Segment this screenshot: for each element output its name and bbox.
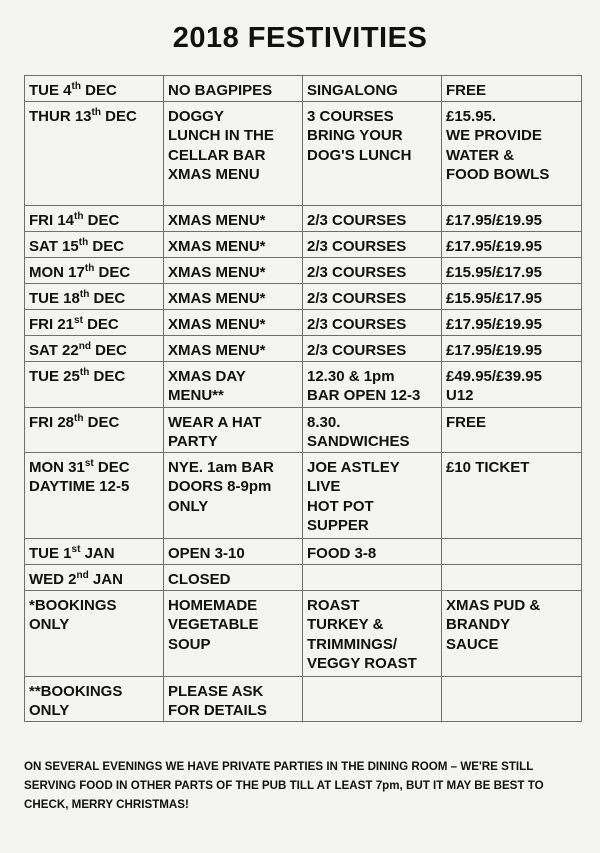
cell-event [164, 564, 303, 590]
cell-price [442, 361, 582, 407]
cell-text: 2/3 COURSES [307, 341, 407, 359]
cell-text: £17.95/£19.95 [446, 315, 542, 333]
cell-details [303, 283, 442, 309]
cell-text-suffix: JAN [80, 544, 115, 562]
footer-note: ON SEVERAL EVENINGS WE HAVE PRIVATE PARTIES IN THE DINING ROOM – WE'RE STILL SERVING FOOD IN OTHER PARTS OF THE PUB TILL AT LEAST 7pm, BUT IT MAY BE BEST TO CHECK, MERRY CHRISTMAS! [24, 760, 544, 811]
ordinal-suffix: th [79, 288, 90, 300]
ordinal-suffix: th [84, 262, 95, 274]
cell-details [303, 309, 442, 335]
cell-text: XMAS MENU* [168, 237, 266, 255]
cell-event [164, 283, 303, 309]
cell-date [25, 231, 164, 257]
cell-details [303, 335, 442, 361]
cell-date [25, 407, 164, 452]
table-row [25, 538, 582, 564]
ordinal-suffix: th [78, 236, 89, 248]
cell-date [25, 76, 164, 102]
cell-text: FRI 21 [29, 315, 75, 333]
table-row [25, 76, 582, 102]
table-row [25, 676, 582, 721]
cell-text: 3 COURSES BRING YOUR DOG'S LUNCH [307, 107, 412, 164]
cell-text-suffix: DEC [94, 263, 131, 281]
cell-text: **BOOKINGS ONLY [29, 682, 123, 719]
cell-date [25, 283, 164, 309]
cell-text: OPEN 3-10 [168, 544, 245, 562]
cell-details [303, 590, 442, 676]
cell-price [442, 205, 582, 231]
cell-price [442, 538, 582, 564]
ordinal-suffix: st [71, 543, 81, 555]
cell-text: MON 31 [29, 458, 85, 476]
cell-text: JOE ASTLEY LIVE HOT POT SUPPER [307, 458, 400, 534]
cell-text: TUE 1 [29, 544, 72, 562]
cell-text: HOMEMADE VEGETABLE SOUP [168, 596, 259, 653]
cell-text: THUR 13 [29, 107, 92, 125]
table-row [25, 361, 582, 407]
cell-details [303, 676, 442, 721]
cell-text: 2/3 COURSES [307, 211, 407, 229]
cell-date [25, 538, 164, 564]
cell-text: CLOSED [168, 570, 231, 588]
cell-text: XMAS MENU* [168, 263, 266, 281]
cell-price [442, 283, 582, 309]
cell-price [442, 407, 582, 452]
cell-text: TUE 18 [29, 289, 80, 307]
cell-event [164, 407, 303, 452]
cell-details [303, 407, 442, 452]
cell-price [442, 452, 582, 538]
ordinal-suffix: st [84, 457, 94, 469]
cell-price [442, 101, 582, 205]
cell-text-suffix: DEC [83, 211, 120, 229]
cell-details [303, 205, 442, 231]
cell-details [303, 257, 442, 283]
cell-date [25, 205, 164, 231]
ordinal-suffix: th [74, 412, 84, 424]
cell-date [25, 335, 164, 361]
cell-text: MON 17 [29, 263, 85, 281]
table-row [25, 231, 582, 257]
cell-text: £15.95/£17.95 [446, 289, 542, 307]
cell-details [303, 76, 442, 102]
ordinal-suffix: th [74, 210, 84, 222]
cell-price [442, 676, 582, 721]
cell-text-suffix: DEC [80, 82, 117, 99]
table-row [25, 309, 582, 335]
cell-event [164, 590, 303, 676]
cell-details [303, 452, 442, 538]
ordinal-suffix: th [91, 106, 101, 118]
cell-event [164, 309, 303, 335]
cell-text: £10 TICKET [446, 458, 530, 476]
cell-text: £17.95/£19.95 [446, 211, 542, 229]
cell-date [25, 257, 164, 283]
cell-text: £17.95/£19.95 [446, 237, 542, 255]
cell-details [303, 564, 442, 590]
cell-text: FOOD 3-8 [307, 544, 377, 562]
cell-price [442, 335, 582, 361]
cell-text: XMAS DAY MENU** [168, 367, 246, 404]
cell-text: DOGGY LUNCH IN THE CELLAR BAR XMAS MENU [168, 107, 274, 183]
table-row [25, 407, 582, 452]
cell-text-suffix: DEC [89, 289, 126, 307]
cell-text: XMAS MENU* [168, 289, 266, 307]
cell-text-suffix: DEC DAYTIME 12-5 [29, 458, 130, 495]
cell-text: 2/3 COURSES [307, 315, 407, 333]
ordinal-suffix: th [71, 81, 81, 92]
table-row [25, 283, 582, 309]
cell-text: NYE. 1am BAR DOORS 8-9pm ONLY [168, 458, 274, 515]
ordinal-suffix: nd [78, 340, 91, 352]
cell-event [164, 257, 303, 283]
cell-event [164, 101, 303, 205]
table-row [25, 257, 582, 283]
ordinal-suffix: st [74, 314, 83, 326]
cell-text: TUE 4 [29, 82, 72, 99]
ordinal-suffix: nd [76, 569, 89, 581]
cell-text: SINGALONG [307, 82, 398, 99]
cell-text-suffix: DEC [90, 341, 127, 359]
cell-event [164, 538, 303, 564]
cell-details [303, 101, 442, 205]
cell-price [442, 231, 582, 257]
cell-text: 2/3 COURSES [307, 237, 407, 255]
cell-text-suffix: DEC [82, 315, 119, 333]
events-table-body [25, 76, 582, 722]
cell-price [442, 590, 582, 676]
cell-details [303, 231, 442, 257]
table-row [25, 335, 582, 361]
cell-text: XMAS MENU* [168, 315, 266, 333]
cell-text-suffix: DEC [83, 413, 120, 431]
table-row [25, 590, 582, 676]
cell-text-suffix: DEC [88, 237, 125, 255]
cell-event [164, 335, 303, 361]
cell-text: PLEASE ASK FOR DETAILS [168, 682, 267, 719]
cell-date [25, 452, 164, 538]
cell-text: WED 2 [29, 570, 77, 588]
cell-event [164, 676, 303, 721]
cell-date [25, 101, 164, 205]
cell-date [25, 309, 164, 335]
table-row [25, 205, 582, 231]
cell-event [164, 76, 303, 102]
cell-price [442, 564, 582, 590]
cell-text-suffix: DEC [100, 107, 137, 125]
cell-text: SAT 22 [29, 341, 79, 359]
cell-text: £17.95/£19.95 [446, 341, 542, 359]
cell-text: £15.95/£17.95 [446, 263, 542, 281]
cell-text-suffix: DEC [89, 367, 126, 385]
table-row [25, 101, 582, 205]
cell-text: *BOOKINGS ONLY [29, 596, 117, 633]
ordinal-suffix: th [79, 366, 90, 378]
cell-date [25, 361, 164, 407]
cell-text: 2/3 COURSES [307, 289, 407, 307]
cell-date [25, 676, 164, 721]
cell-date [25, 590, 164, 676]
cell-text: FREE [446, 82, 487, 99]
cell-date [25, 564, 164, 590]
cell-text: 12.30 & 1pm BAR OPEN 12-3 [307, 367, 421, 404]
cell-text: SAT 15 [29, 237, 79, 255]
cell-text-suffix: JAN [88, 570, 123, 588]
table-row [25, 452, 582, 538]
cell-text: £15.95. WE PROVIDE WATER & FOOD BOWLS [446, 107, 550, 183]
cell-text: XMAS PUD & BRANDY SAUCE [446, 596, 541, 653]
cell-text: 8.30. SANDWICHES [307, 413, 410, 450]
cell-event [164, 452, 303, 538]
cell-text: NO BAGPIPES [168, 82, 273, 99]
cell-event [164, 231, 303, 257]
cell-price [442, 309, 582, 335]
cell-text: TUE 25 [29, 367, 80, 385]
page-title: 2018 FESTIVITIES [172, 22, 428, 54]
cell-text: FREE [446, 413, 487, 431]
cell-text: WEAR A HAT PARTY [168, 413, 262, 450]
cell-details [303, 538, 442, 564]
events-table [24, 75, 582, 722]
cell-text: XMAS MENU* [168, 341, 266, 359]
cell-text: XMAS MENU* [168, 211, 266, 229]
cell-text: ROAST TURKEY & TRIMMINGS/ VEGGY ROAST [307, 596, 417, 672]
cell-details [303, 361, 442, 407]
cell-text: £49.95/£39.95 U12 [446, 367, 542, 404]
cell-event [164, 205, 303, 231]
cell-event [164, 361, 303, 407]
cell-price [442, 257, 582, 283]
cell-price [442, 76, 582, 102]
table-row [25, 564, 582, 590]
cell-text: 2/3 COURSES [307, 263, 407, 281]
cell-text: FRI 14 [29, 211, 75, 229]
cell-text: FRI 28 [29, 413, 75, 431]
